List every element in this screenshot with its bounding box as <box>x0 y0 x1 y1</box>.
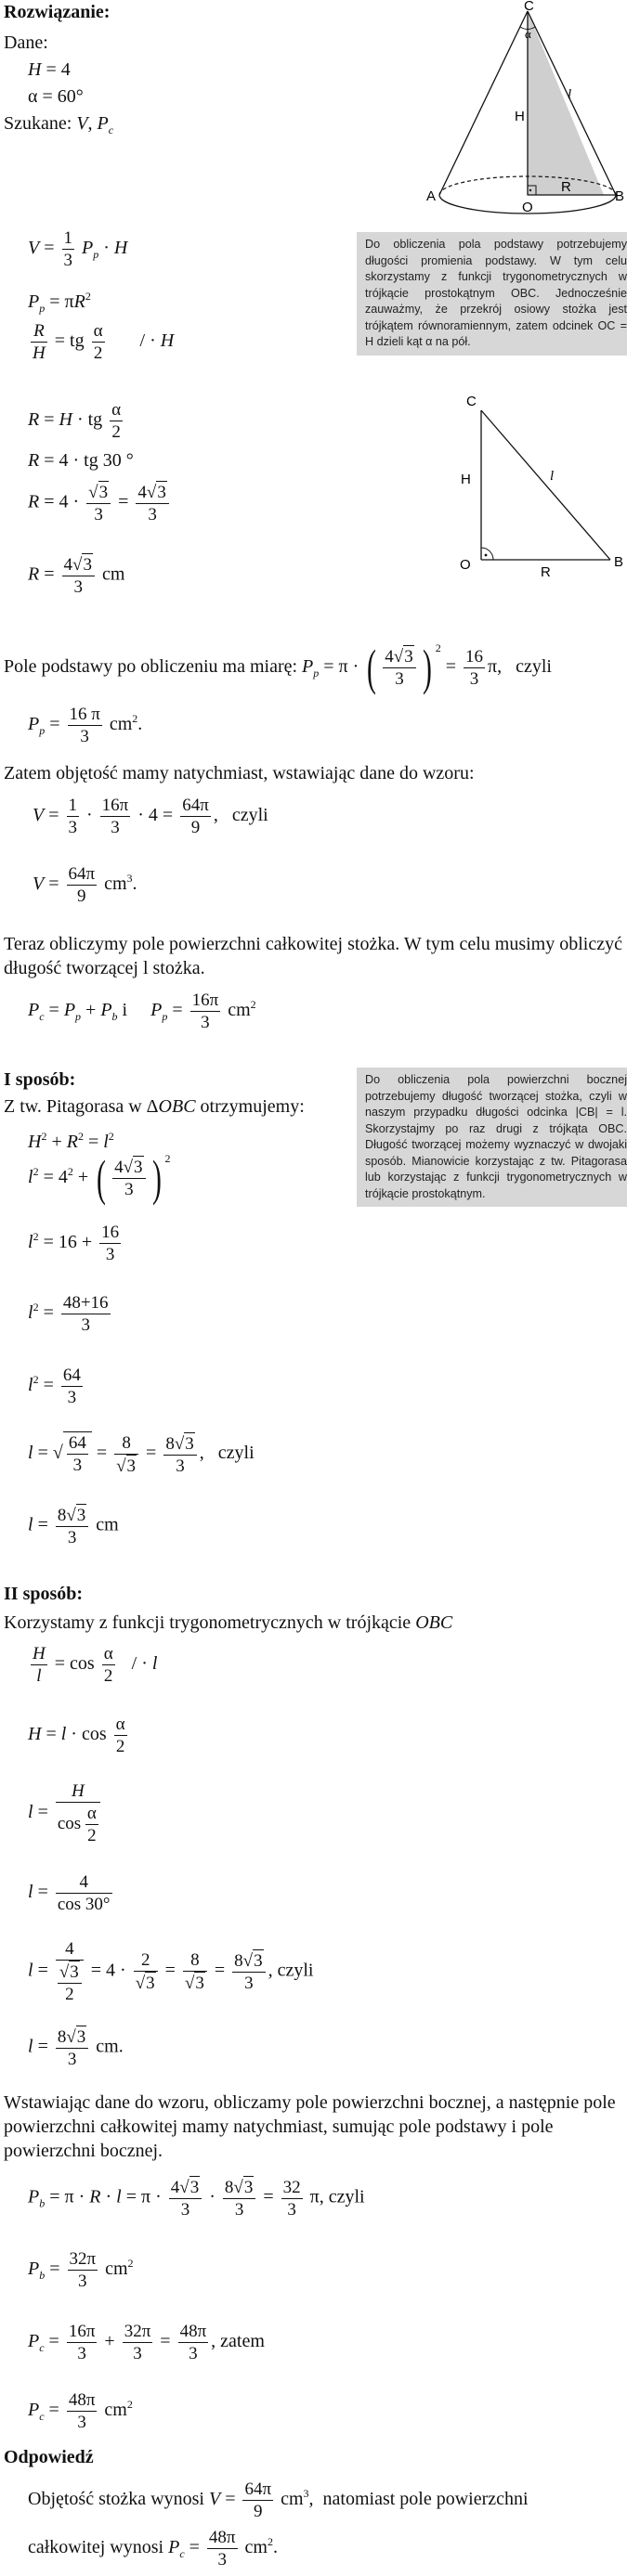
answer-heading: Odpowiedź <box>4 2447 94 2467</box>
label-H: H <box>515 109 525 124</box>
formula-r3: R = 4 · $\frac{√3}{3}$ = $\frac{4√3}{3}$ <box>28 481 172 525</box>
base-area-result: $P_p$ = $\frac{16 \pi}{3}$ $cm^2$. <box>28 705 143 746</box>
formula-volume: V = $\frac{1}{3}$ $P_p \cdot H$ <box>28 228 128 270</box>
tri-label-H: H <box>461 472 471 487</box>
formula-base: $P_p = \pi R^2$ <box>28 290 91 315</box>
label-alpha: α <box>525 27 531 41</box>
cone-figure <box>423 0 627 218</box>
tri-label-C: C <box>466 394 477 409</box>
label-R: R <box>561 179 571 195</box>
total-area-formula: $P_c = P_p + P_b$ i $P_p$ = $\frac{16\pi}{3}$ $cm^2$ <box>28 990 256 1032</box>
tri-label-l: l <box>550 469 555 484</box>
note-lateral-area: Do obliczenia pola powierzchni bocznej potrzebujemy długość tworzącej stożka, czyli w naszym przypadku długości odcinka |CB| = l. Skorzystajmy po raz drugi z trójkąta OBC. Długość tworzącej możemy wyznaczyć w dwojaki sposób. Mianowicie korzystając z tw. Pitagorasa lub korzystając z funkcji trygonometrycznych w trójkącie prostokątnym. <box>357 1068 627 1207</box>
pyth-result: l = $\frac{8√3}{3}$ cm <box>28 1506 119 1547</box>
pythagoras-intro: Z tw. Pitagorasa w ΔOBC otrzymujemy: <box>4 1096 305 1117</box>
solution-heading: Rozwiązanie: <box>4 2 111 22</box>
lateral-result: $P_b$ = $\frac{32\pi}{3}$ $cm^2$ <box>28 2249 134 2291</box>
label-B: B <box>615 188 625 204</box>
label-O: O <box>522 200 533 215</box>
formula-r1: R = H · tg $\frac{\alpha}{2}$ <box>28 400 122 442</box>
trig-2: H = l · cos $\frac{\alpha}{2}$ <box>28 1715 125 1756</box>
formula-r4: R = $\frac{4√3}{3}$ cm <box>28 555 125 597</box>
formula-r2: R = 4 · tg 30 ° <box>28 450 134 471</box>
pyth-4: $l^2$ = $\frac{48+16}{3}$ <box>28 1293 109 1335</box>
given-h: H = 4 <box>28 59 71 80</box>
pyth-5: $l^2$ = $\frac{64}{3}$ <box>28 1366 81 1407</box>
formula-tan: $\frac{R}{H}$ = tg $\frac{\alpha}{2}$ / · H <box>33 321 175 363</box>
total-area-intro: Teraz obliczymy pole powierzchni całkowitej stożka. W tym celu musimy obliczyć długość tworzącej l stożka. <box>4 934 622 978</box>
trig-4: l = $\frac{4}{\cos 30^\circ}$ <box>28 1872 111 1914</box>
label-A: A <box>426 188 437 204</box>
pyth-1: $H^2 + R^2 = l^2$ <box>28 1130 114 1152</box>
tri-label-O: O <box>460 557 471 573</box>
method2-heading: II sposób: <box>4 1584 84 1604</box>
total-result: $P_c$ = $\frac{48\pi}{3}$ $cm^2$ <box>28 2390 133 2432</box>
tri-label-R: R <box>541 564 551 580</box>
trig-result: l = $\frac{8√3}{3}$ cm. <box>28 2027 124 2069</box>
pyth-3: $l^2 = 16$ + $\frac{16}{3}$ <box>28 1223 120 1264</box>
label-C: C <box>524 0 534 14</box>
label-l: l <box>568 87 572 102</box>
answer-line1: Objętość stożka wynosi V = $\frac{64\pi}{9}$ $cm^3$, natomiast pole powierzchni <box>28 2479 529 2521</box>
volume-intro: Zatem objętość mamy natychmiast, wstawiając dane do wzoru: <box>4 763 475 783</box>
sought: Szukane: V, $P_c$ <box>4 113 114 136</box>
tri-label-B: B <box>614 554 624 570</box>
given-label: Dane: <box>4 32 48 53</box>
trig-1: $\frac{H}{l}$ = cos $\frac{\alpha}{2}$ / · l <box>33 1644 158 1686</box>
triangle-figure <box>457 390 627 585</box>
note-base-area: Do obliczenia pola podstawy potrzebujemy długości promienia podstawy. W tym celu skorzystamy z funkcji trygonometrycznych w trójkącie prostokątnym OBC. Jednocześnie zauważmy, że przekrój osiowy stożka jest trójkątem równoramiennym, zatem odcinek OC = H dzieli kąt α na pół. <box>357 232 627 356</box>
lateral-calc: $P_b = \pi \cdot R \cdot l = \pi$ · $\frac{4√3}{3}$ · $\frac{8√3}{3}$ = $\frac{32}{3}$ π, czyli <box>28 2177 365 2220</box>
pyth-2: $l^2 = 4^2$ + ( $\frac{4√3}{3}$ ) $^2$ <box>28 1150 171 1207</box>
given-alpha: α = 60° <box>28 86 84 107</box>
answer-line2: całkowitej wynosi $P_c$ = $\frac{48\pi}{3}$ $cm^2$. <box>28 2528 278 2570</box>
method1-heading: I sposób: <box>4 1069 76 1090</box>
lateral-intro: Wstawiając dane do wzoru, obliczamy pole powierzchni bocznej, a następnie pole powierzchni całkowitej mamy natychmiast, sumując pole podstawy i pole powierzchni bocznej. <box>4 2092 616 2161</box>
volume-calc: V = $\frac{1}{3}$ · $\frac{16\pi}{3}$ · 4 = $\frac{64\pi}{9}$ , czyli <box>33 796 268 837</box>
trig-3: l = H cos $\frac{\alpha}{2}$ <box>28 1780 103 1846</box>
trig-5: l = $\frac{4}{\frac{√3}{2}}$ = 4 · $\frac{2}{√3}$ = $\frac{8}{√3}$ = $\frac{8√3}{3}$ , czyli <box>28 1939 314 2004</box>
volume-result: V = $\frac{64\pi}{9}$ $cm^3$. <box>33 864 137 906</box>
trig-intro: Korzystamy z funkcji trygonometrycznych w trójkącie OBC <box>4 1612 453 1633</box>
total-calc: $P_c$ = $\frac{16\pi}{3}$ + $\frac{32\pi}{3}$ = $\frac{48\pi}{3}$ , zatem <box>28 2322 265 2363</box>
base-area-sentence: Pole podstawy po obliczeniu ma miarę: $P_p = \pi$ · ( $\frac{4√3}{3}$ ) $^2$ = $\frac{16}{3}$ π, czyli <box>4 640 552 696</box>
pyth-6: l = √ $\frac{64}{3}$ = $\frac{8}{√3}$ = $\frac{8√3}{3}$ , czyli <box>28 1432 255 1476</box>
